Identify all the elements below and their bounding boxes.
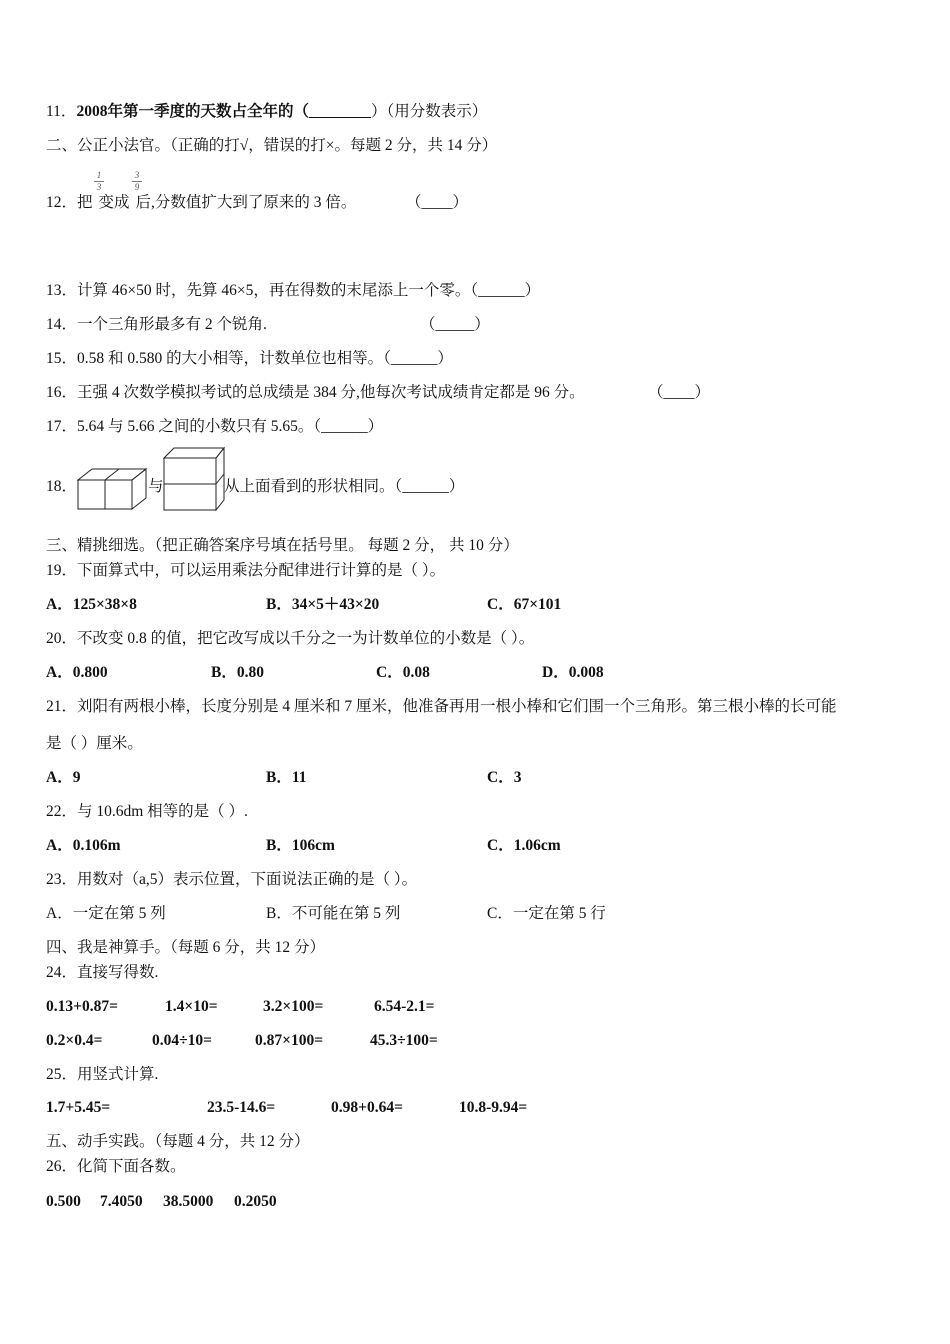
q19-option-c[interactable]: C．67×101 — [487, 596, 562, 613]
q12-fraction-a-denominator: 3 — [96, 182, 102, 192]
question-16: 16．王强 4 次数学模拟考试的总成绩是 384 分,他每次考试成绩肯定都是 96 分。 — [46, 384, 585, 401]
q12-fraction-b-numerator: 3 — [134, 170, 140, 180]
q14-paren[interactable]: （_____） — [420, 316, 490, 333]
question-13: 13．计算 46×50 时，先算 46×5，再在得数的末尾添上一个零。（______） — [46, 282, 541, 299]
question-11 — [46, 102, 487, 122]
question-22: 22．与 10.6dm 相等的是（ ）. — [46, 803, 248, 820]
q12-prefix: 12．把 — [46, 194, 93, 211]
q11-suffix: ）（用分数表示） — [370, 103, 488, 120]
q24-item: 0.04÷10= — [152, 1032, 212, 1049]
q24-item: 0.2×0.4= — [46, 1032, 103, 1049]
q20-option-d[interactable]: D．0.008 — [542, 664, 604, 681]
q25-item: 10.8-9.94= — [459, 1099, 528, 1116]
section-2-title: 二、公正小法官。（正确的打√，错误的打×。每题 2 分，共 14 分） — [46, 137, 498, 154]
q19-option-a[interactable]: A．125×38×8 — [46, 596, 137, 613]
q12-fraction-a — [94, 171, 104, 192]
q22-option-c[interactable]: C．1.06cm — [487, 837, 561, 854]
q24-item: 0.87×100= — [255, 1032, 324, 1049]
q12-fraction-a-numerator: 1 — [96, 170, 102, 180]
section-3-title: 三、精挑细选。（把正确答案序号填在括号里。 每题 2 分， 共 10 分） — [46, 537, 519, 554]
question-19: 19．下面算式中，可以运用乘法分配律进行计算的是（ ）。 — [46, 562, 446, 579]
question-15: 15．0.58 和 0.580 的大小相等，计数单位也相等。（______） — [46, 350, 453, 367]
q22-option-a[interactable]: A．0.106m — [46, 837, 121, 854]
q26-item: 0.2050 — [234, 1193, 277, 1210]
q20-option-c[interactable]: C．0.08 — [376, 664, 430, 681]
q21-option-a[interactable]: A．9 — [46, 769, 81, 786]
q24-item: 1.4×10= — [165, 998, 218, 1015]
section-5-title: 五、动手实践。（每题 4 分，共 12 分） — [46, 1133, 310, 1150]
q19-option-b[interactable]: B．34×5＋43×20 — [266, 596, 380, 613]
q23-option-a[interactable]: A．一定在第 5 列 — [46, 905, 166, 922]
q16-paren[interactable]: （____） — [648, 384, 711, 401]
q24-item: 3.2×100= — [263, 998, 324, 1015]
section-4-title: 四、我是神算手。（每题 6 分，共 12 分） — [46, 939, 326, 956]
question-24: 24．直接写得数. — [46, 964, 159, 981]
q26-item: 38.5000 — [163, 1193, 214, 1210]
q11-blank[interactable]: ________ — [308, 103, 371, 120]
q12-text: 后,分数值扩大到了原来的 3 倍。 — [135, 194, 357, 211]
q25-item: 23.5-14.6= — [207, 1099, 276, 1116]
q20-option-a[interactable]: A．0.800 — [46, 664, 108, 681]
q11-prefix: 11． — [46, 103, 77, 120]
q23-option-c[interactable]: C．一定在第 5 行 — [487, 905, 606, 922]
question-25: 25．用竖式计算. — [46, 1066, 159, 1083]
question-21-line2: 是（ ）厘米。 — [46, 735, 143, 752]
q25-item: 1.7+5.45= — [46, 1099, 111, 1116]
q26-item: 7.4050 — [100, 1193, 143, 1210]
q26-item: 0.500 — [46, 1193, 81, 1210]
q24-item: 45.3÷100= — [370, 1032, 438, 1049]
q21-option-c[interactable]: C．3 — [487, 769, 522, 786]
question-12 — [46, 193, 356, 213]
q25-item: 0.98+0.64= — [331, 1099, 403, 1116]
q24-item: 6.54-2.1= — [374, 998, 435, 1015]
q21-option-b[interactable]: B．11 — [266, 769, 307, 786]
question-23: 23．用数对（a,5）表示位置，下面说法正确的是（ ）。 — [46, 871, 418, 888]
q23-option-b[interactable]: B．不可能在第 5 列 — [266, 905, 401, 922]
q24-item: 0.13+0.87= — [46, 998, 118, 1015]
q12-mid: 变成 — [98, 194, 130, 211]
cube-figure-a-icon — [76, 465, 148, 511]
q20-option-b[interactable]: B．0.80 — [211, 664, 264, 681]
cube-figure-b-icon — [162, 446, 226, 512]
question-20: 20．不改变 0.8 的值，把它改写成以千分之一为计数单位的小数是（ ）。 — [46, 630, 535, 647]
q12-fraction-b-denominator: 9 — [134, 182, 140, 192]
q18-mid: 与 — [148, 478, 164, 495]
question-14: 14．一个三角形最多有 2 个锐角. — [46, 316, 267, 333]
q18-text: 从上面看到的形状相同。（______） — [224, 478, 465, 495]
question-26: 26．化简下面各数。 — [46, 1158, 186, 1175]
question-17: 17．5.64 与 5.66 之间的小数只有 5.65。（______） — [46, 418, 384, 435]
q12-paren[interactable]: （____） — [406, 194, 469, 211]
q12-fraction-b — [132, 171, 142, 192]
q18-prefix: 18． — [46, 478, 78, 495]
q11-text: 2008年第一季度的天数占全年的（ — [76, 103, 309, 120]
question-21: 21．刘阳有两根小棒，长度分别是 4 厘米和 7 厘米，他准备再用一根小棒和它们围一个三角形。第三根小棒的长可能 — [46, 698, 837, 715]
q22-option-b[interactable]: B．106cm — [266, 837, 335, 854]
